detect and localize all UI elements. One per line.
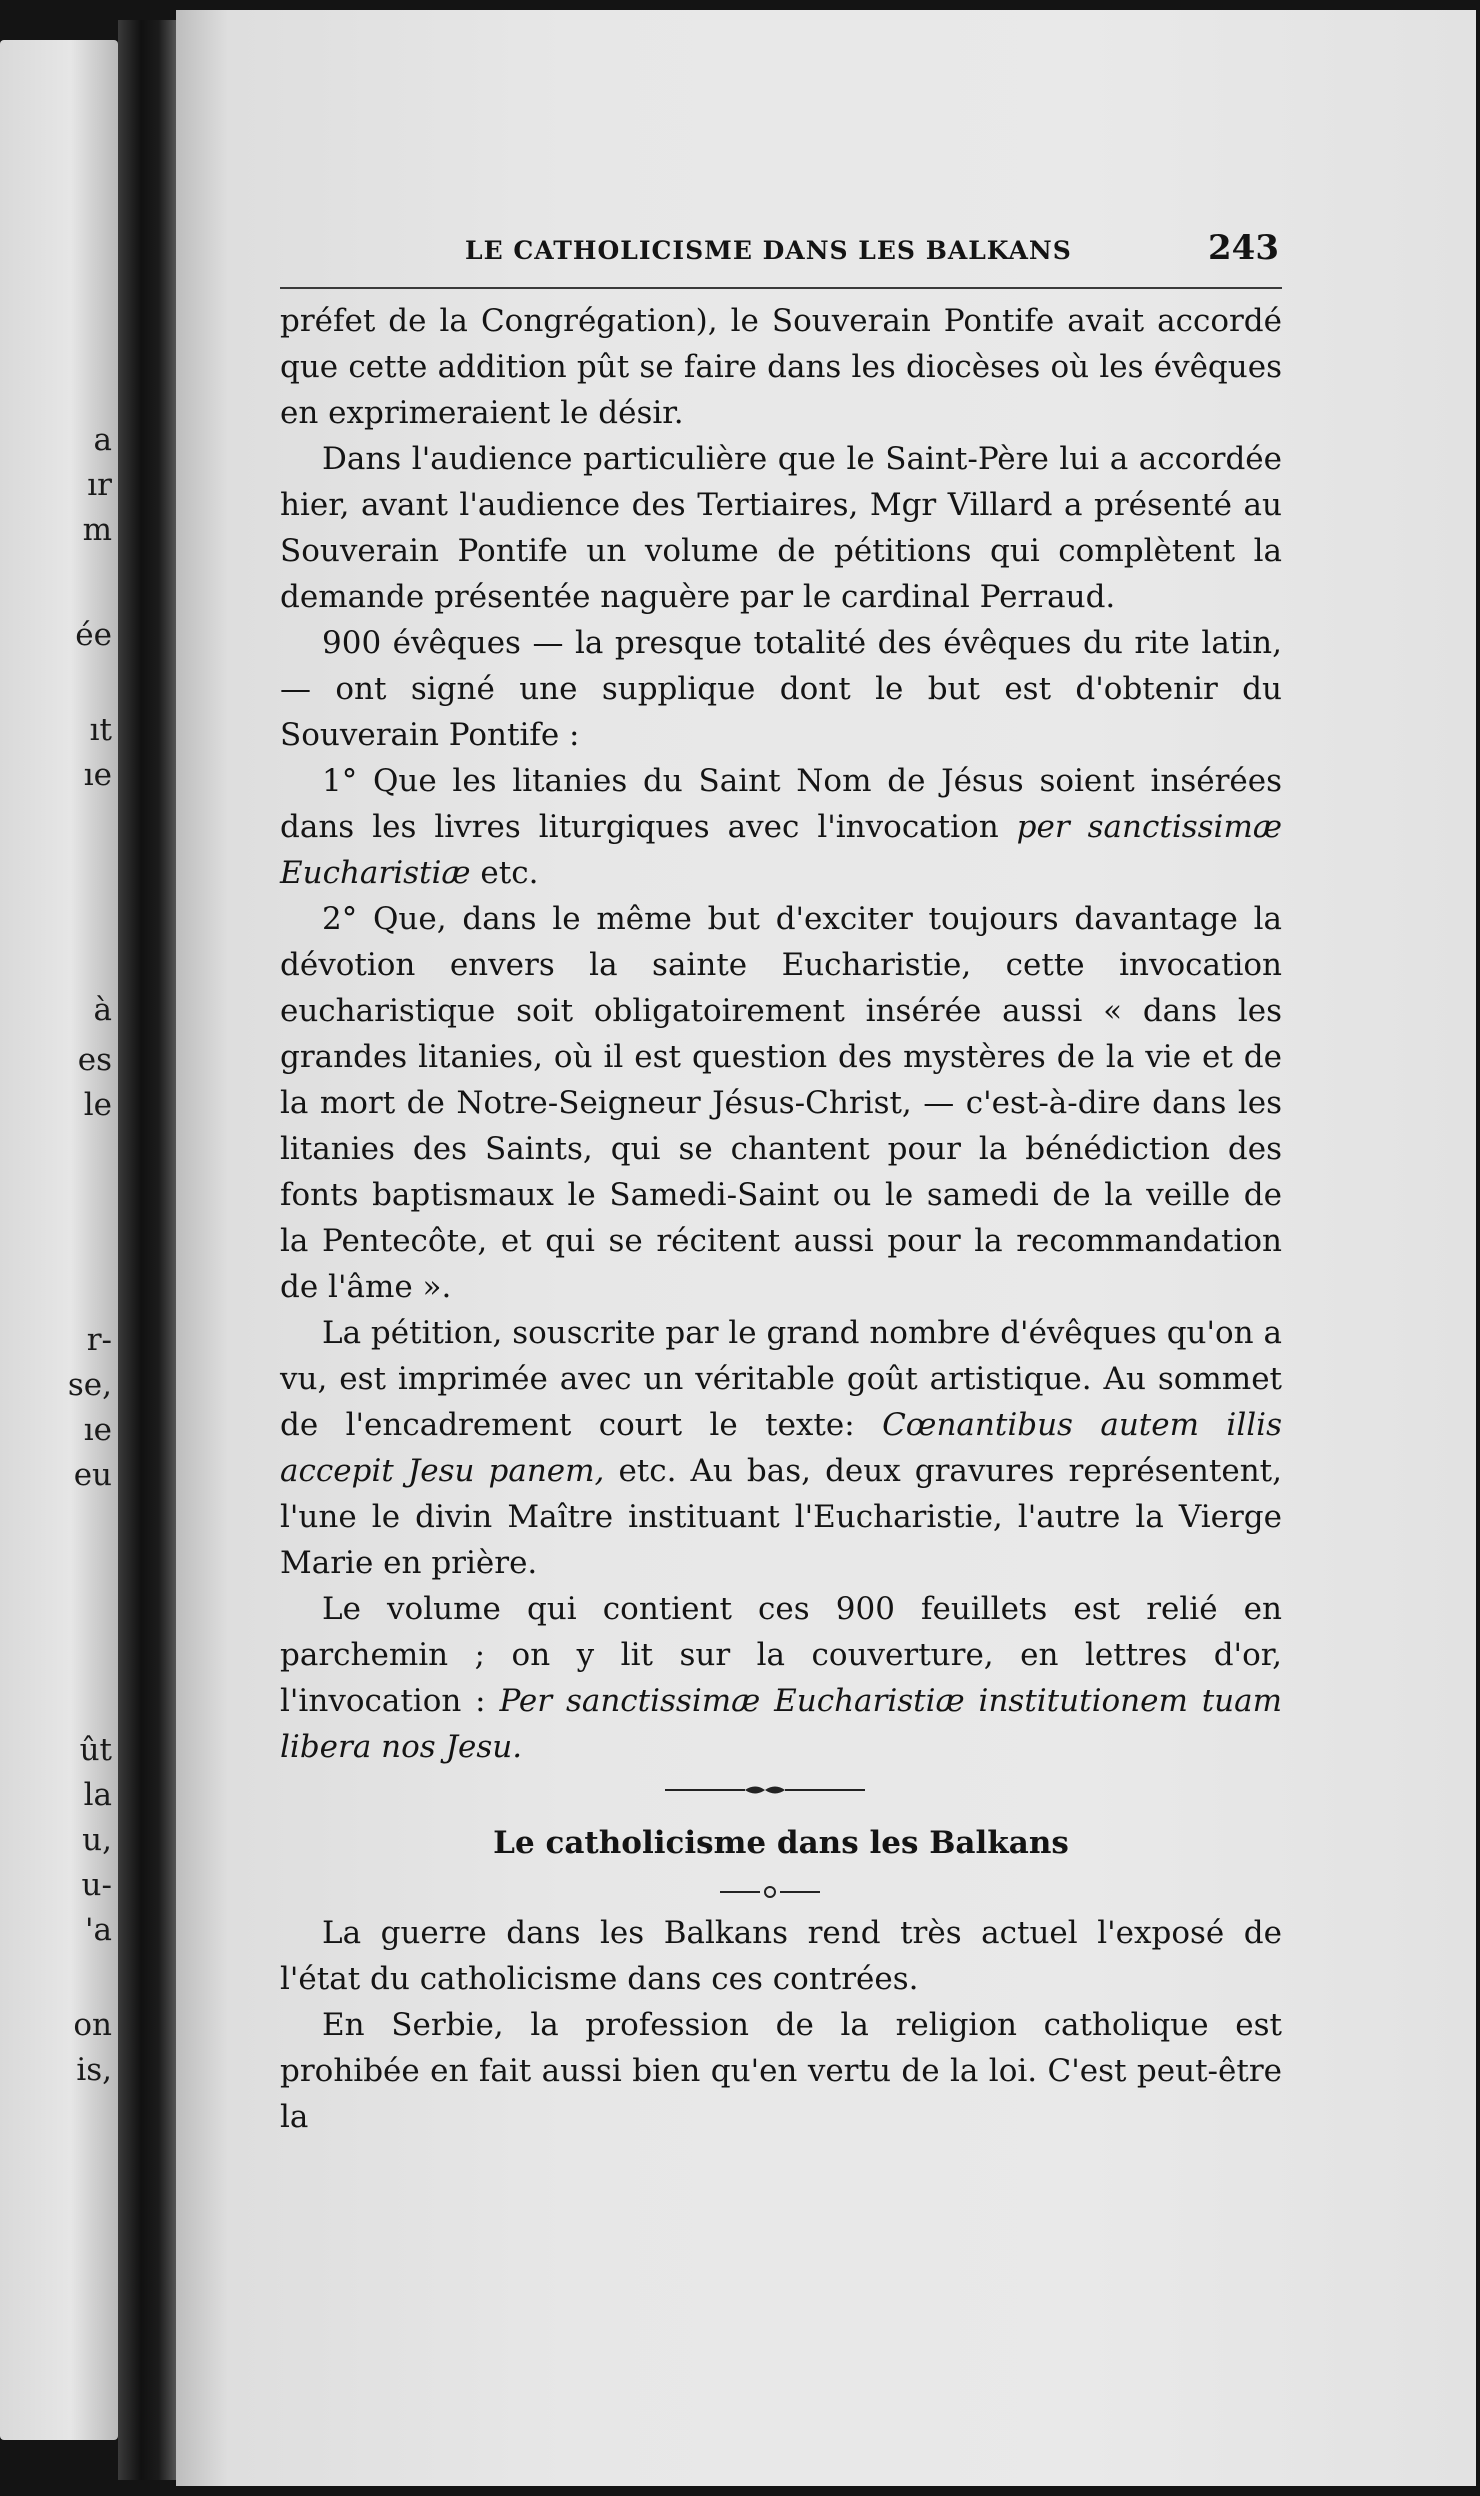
left-page-fragment: on bbox=[73, 2007, 112, 2043]
left-page-fragments bbox=[0, 0, 118, 2496]
article-body bbox=[280, 298, 1282, 1770]
left-page-fragment: ıe bbox=[83, 757, 112, 793]
section-divider-ornament bbox=[665, 1780, 865, 1800]
section-title: Le catholicisme dans les Balkans bbox=[493, 1825, 1069, 1861]
running-header bbox=[290, 228, 1290, 278]
paragraph bbox=[280, 298, 1282, 436]
left-page-fragment: ée bbox=[75, 617, 112, 653]
paragraph bbox=[280, 620, 1282, 758]
paragraph bbox=[280, 1310, 1282, 1586]
paragraph bbox=[280, 1586, 1282, 1770]
italic-phrase: per sanctissimæ Eucharistiæ bbox=[280, 809, 1283, 891]
italic-phrase: Per sanctissimæ Eucharistiæ institutionem tuam libera nos Jesu. bbox=[280, 1683, 1282, 1765]
paragraph bbox=[280, 436, 1282, 620]
text-run: préfet de la Congrégation), le Souverain Pontife avait accordé que cette addition pût se faire dans les diocèses où les évêques en exprimeraient le désir. bbox=[280, 303, 1282, 431]
left-page-fragment: a bbox=[93, 422, 112, 458]
left-page-fragment: eu bbox=[73, 1457, 112, 1493]
left-page-fragment: 'a bbox=[84, 1912, 112, 1948]
left-page-fragment: u, bbox=[82, 1822, 112, 1858]
section-title-ornament bbox=[720, 1882, 820, 1902]
paragraph bbox=[280, 758, 1282, 896]
text-run: La pétition, souscrite par le grand nombre d'évêques qu'on a vu, est imprimée avec un véritable goût artistique. Au sommet de l'encadrement court le texte: bbox=[280, 1315, 1282, 1443]
page-number: 243 bbox=[1208, 228, 1279, 268]
page-gutter bbox=[118, 20, 176, 2480]
left-page-fragment: ıe bbox=[83, 1412, 112, 1448]
left-page-fragment: le bbox=[83, 1087, 112, 1123]
left-page-fragment: se, bbox=[67, 1367, 112, 1403]
left-page-fragment: es bbox=[77, 1042, 112, 1078]
running-title: LE CATHOLICISME DANS LES BALKANS bbox=[465, 236, 1072, 265]
left-page-fragment: is, bbox=[76, 2052, 112, 2088]
text-run: Le volume qui contient ces 900 feuillets est relié en parchemin ; on y lit sur la couverture, en lettres d'or, l'invocation : bbox=[280, 1591, 1282, 1719]
left-page-fragment: m bbox=[82, 512, 112, 548]
left-page-fragment: ır bbox=[87, 467, 112, 503]
text-run: 2° Que, dans le même but d'exciter toujours davantage la dévotion envers la sainte Eucharistie, cette invocation eucharistique soit obligatoirement insérée aussi « dans les grandes litanies, où il est question des mystères de la vie et de la mort de Notre-Seigneur Jésus-Christ, — c'est-à-dire dans les litanies des Saints, qui se chantent pour la bénédiction des fonts baptismaux le Samedi-Saint ou le samedi de la veille de la Pentecôte, et qui se récitent aussi pour la recommandation de l'âme ». bbox=[280, 901, 1282, 1305]
section-paragraph: La guerre dans les Balkans rend très actuel l'exposé de l'état du catholicisme dans ces contrées. bbox=[280, 1915, 1282, 1997]
left-page-fragment: ût bbox=[79, 1732, 112, 1768]
left-page-fragment: u- bbox=[81, 1867, 112, 1903]
text-run: etc. bbox=[470, 855, 539, 891]
left-page-fragment: ıt bbox=[89, 712, 112, 748]
italic-phrase: Cœnantibus autem illis accepit Jesu panem, bbox=[280, 1407, 1282, 1489]
text-run: 1° Que les litanies du Saint Nom de Jésus soient insérées dans les livres liturgiques avec l'invocation bbox=[280, 763, 1282, 845]
header-rule bbox=[280, 287, 1282, 289]
left-page-fragment: la bbox=[83, 1777, 112, 1813]
left-page-fragment: r- bbox=[86, 1322, 112, 1358]
text-run: etc. Au bas, deux gravures représentent, l'une le divin Maître instituant l'Eucharistie, l'autre la Vierge Marie en prière. bbox=[280, 1453, 1282, 1581]
paragraph bbox=[280, 896, 1282, 1310]
section-body bbox=[280, 1910, 1282, 2140]
text-run: Dans l'audience particulière que le Saint-Père lui a accordée hier, avant l'audience des Tertiaires, Mgr Villard a présenté au Souverain Pontife un volume de pétitions qui complètent la demande présentée naguère par le cardinal Perraud. bbox=[280, 441, 1282, 615]
section-paragraph: En Serbie, la profession de la religion catholique est prohibée en fait aussi bien qu'en vertu de la loi. C'est peut-être la bbox=[280, 2007, 1282, 2135]
left-page-fragment: à bbox=[93, 992, 112, 1028]
text-run: 900 évêques — la presque totalité des évêques du rite latin, — ont signé une supplique dont le but est d'obtenir du Souverain Pontife : bbox=[280, 625, 1282, 753]
